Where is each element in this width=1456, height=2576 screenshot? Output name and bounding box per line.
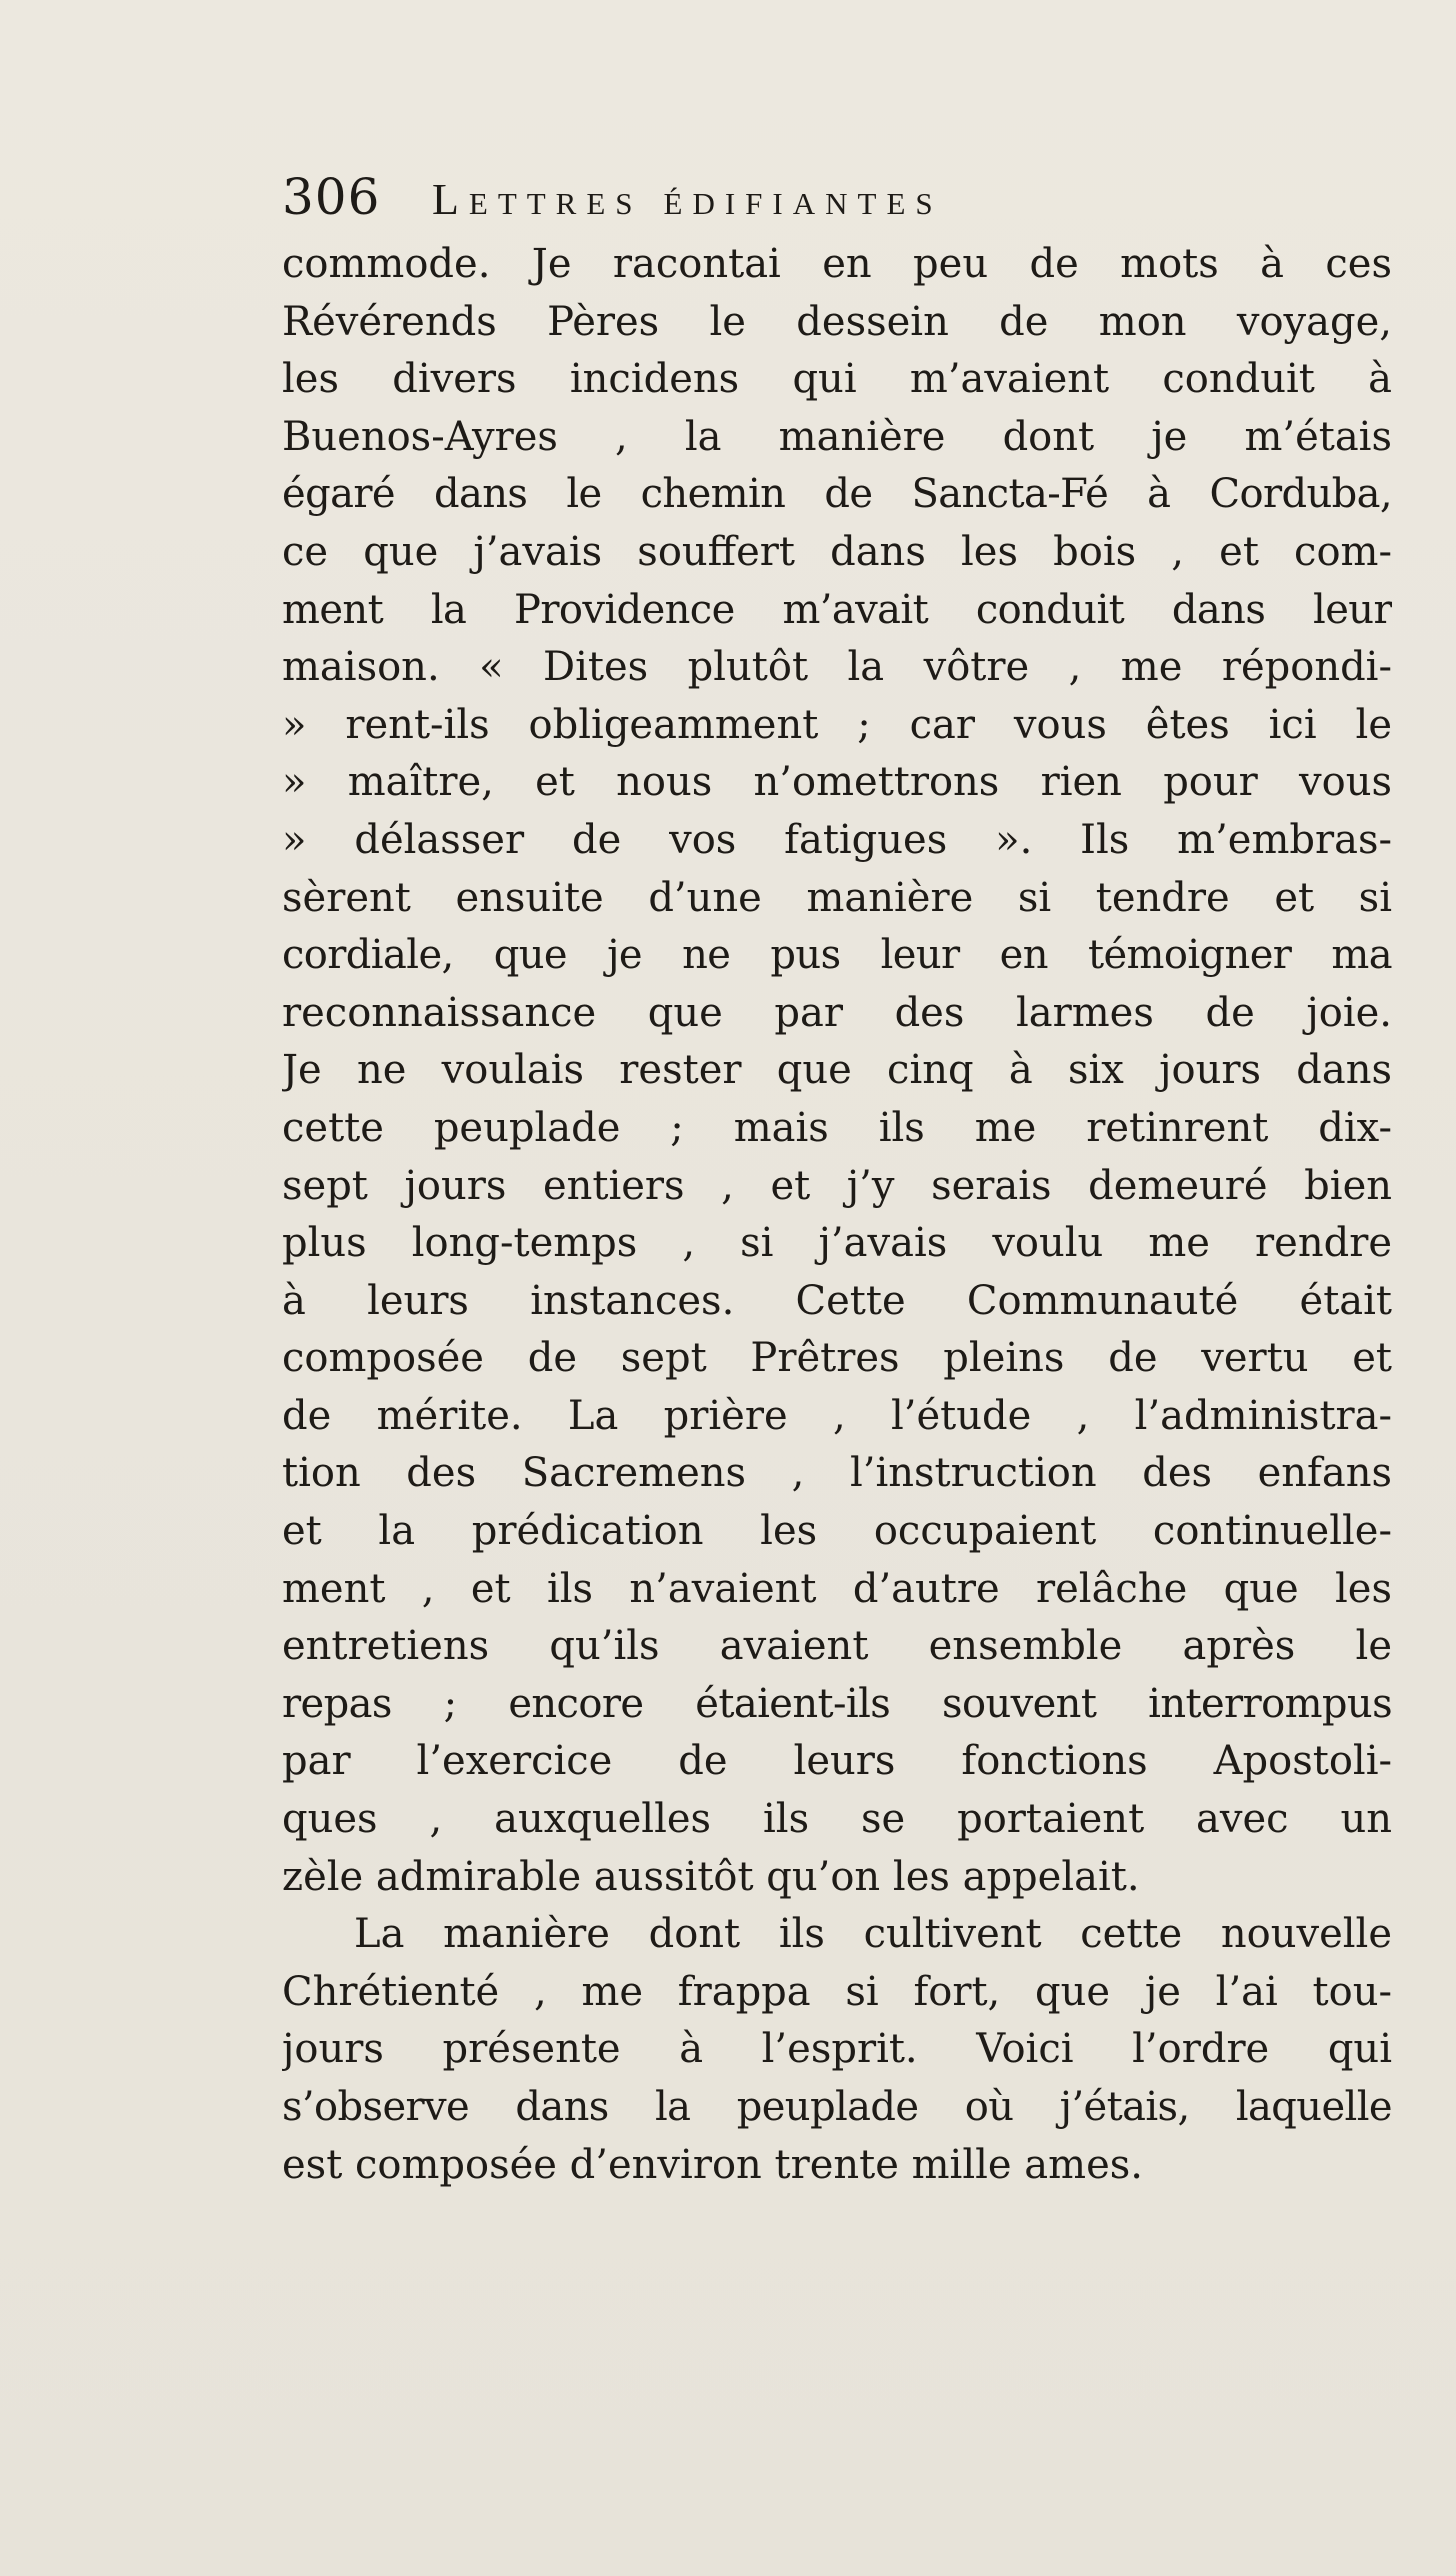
text-line-14: reconnaissance que par des larmes de joie. — [282, 989, 1392, 1036]
text-line-24: ment , et ils n’avaient d’autre relâche que les — [282, 1565, 1392, 1612]
text-line-19: à leurs instances. Cette Communauté était — [282, 1277, 1392, 1324]
page-number: 306 — [282, 168, 381, 226]
text-line-16: cette peuplade ; mais ils me retinrent dix- — [282, 1104, 1392, 1151]
running-title: Lettres édifiantes — [432, 175, 943, 224]
text-line-2: Révérends Pères le dessein de mon voyage, — [282, 298, 1392, 345]
text-line-3: les divers incidens qui m’avaient conduit à — [282, 356, 1392, 403]
text-line-9: » rent-ils obligeamment ; car vous êtes ici le — [282, 701, 1392, 748]
text-line-20: composée de sept Prêtres pleins de vertu et — [282, 1335, 1392, 1382]
text-line-13: cordiale, que je ne pus leur en témoigner ma — [282, 932, 1392, 979]
text-line-7: ment la Providence m’avait conduit dans leur — [282, 586, 1392, 633]
text-line-6: ce que j’avais souffert dans les bois , et com- — [282, 528, 1392, 575]
text-line-30: La manière dont ils cultivent cette nouvelle — [354, 1911, 1392, 1958]
text-line-27: par l’exercice de leurs fonctions Apostoli- — [282, 1738, 1392, 1785]
text-line-11: » délasser de vos fatigues ». Ils m’embras- — [282, 816, 1392, 863]
text-line-1: commode. Je racontai en peu de mots à ces — [282, 241, 1392, 287]
text-line-31: Chrétienté , me frappa si fort, que je l’ai tou- — [282, 1968, 1392, 2015]
page-header — [282, 168, 1392, 228]
body-text — [282, 236, 1392, 2194]
text-line-23: et la prédication les occupaient continuelle- — [282, 1508, 1392, 1555]
text-line-22: tion des Sacremens , l’instruction des enfans — [282, 1450, 1392, 1497]
text-line-8: maison. « Dites plutôt la vôtre , me répondi- — [282, 644, 1392, 691]
text-line-4: Buenos-Ayres , la manière dont je m’étais — [282, 413, 1392, 460]
text-line-28: ques , auxquelles ils se portaient avec un — [282, 1796, 1392, 1843]
text-line-33: s’observe dans la peuplade où j’étais, laquelle — [282, 2084, 1392, 2130]
text-line-12: sèrent ensuite d’une manière si tendre et si — [282, 874, 1392, 921]
text-line-15: Je ne voulais rester que cinq à six jours dans — [282, 1047, 1392, 1094]
text-line-21: de mérite. La prière , l’étude , l’administra- — [282, 1392, 1392, 1439]
text-line-10: » maître, et nous n’omettrons rien pour vous — [282, 759, 1392, 806]
text-line-34: est composée d’environ trente mille ames. — [282, 2141, 1143, 2188]
text-line-32: jours présente à l’esprit. Voici l’ordre qui — [282, 2026, 1392, 2073]
text-line-18: plus long-temps , si j’avais voulu me rendre — [282, 1220, 1392, 1267]
text-line-25: entretiens qu’ils avaient ensemble après le — [282, 1623, 1392, 1670]
text-line-26: repas ; encore étaient-ils souvent interrompus — [282, 1680, 1392, 1727]
text-line-17: sept jours entiers , et j’y serais demeuré bien — [282, 1162, 1392, 1209]
text-line-5: égaré dans le chemin de Sancta-Fé à Corduba, — [282, 471, 1392, 518]
text-line-29: zèle admirable aussitôt qu’on les appelait. — [282, 1853, 1140, 1900]
